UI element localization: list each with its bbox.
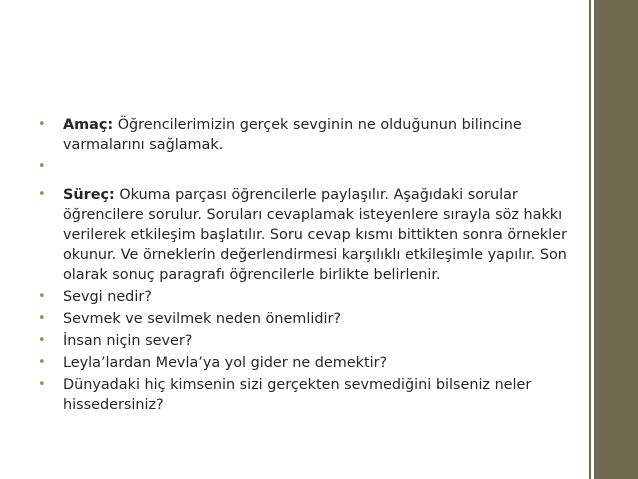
item-text: Okuma parçası öğrencilerle paylaşılır. Aşağıdaki sorular öğrencilere sorulur. Soruları cevaplamak isteyenlere sırayla söz hakkı verilerek etkileşim başlatılır. Soru cevap kısmı bittikten sonra örnekler okunur. Ve örneklerin değerlendirmesi karşılıklı etkileşimle yapılır. Son olarak sonuç paragrafı öğrencilerle birlikte belirlenir.: [63, 187, 567, 283]
item-text: Dünyadaki hiç kimsenin sizi gerçekten sevmediğini bilseniz neler hissedersiniz?: [63, 377, 532, 413]
list-item-question: [38, 331, 586, 351]
list-item-amac: [38, 115, 586, 155]
bullet-icon: •: [38, 159, 46, 174]
list-item-surec: [38, 185, 586, 285]
list-item-empty: [38, 157, 586, 183]
list-item-question: [38, 353, 586, 373]
bullet-icon: •: [38, 377, 46, 392]
list-item-question: [38, 375, 586, 415]
item-label: Süreç:: [63, 187, 115, 203]
bullet-list: [38, 115, 586, 417]
bullet-icon: •: [38, 355, 46, 370]
bullet-icon: •: [38, 117, 46, 132]
item-label: Amaç:: [63, 117, 114, 133]
item-text: Öğrencilerimizin gerçek sevginin ne olduğunun bilincine varmalarını sağlamak.: [63, 117, 522, 153]
bullet-icon: •: [38, 333, 46, 348]
bullet-icon: •: [38, 187, 46, 202]
item-text: Sevgi nedir?: [63, 289, 152, 305]
list-item-question: [38, 309, 586, 329]
item-text: İnsan niçin sever?: [63, 333, 193, 349]
item-text: Sevmek ve sevilmek neden önemlidir?: [63, 311, 342, 327]
item-text: Leyla’lardan Mevla’ya yol gider ne demektir?: [63, 355, 388, 371]
bullet-icon: •: [38, 289, 46, 304]
accent-band-divider: [589, 0, 591, 479]
bullet-icon: •: [38, 311, 46, 326]
accent-band: [594, 0, 638, 479]
list-item-question: [38, 287, 586, 307]
